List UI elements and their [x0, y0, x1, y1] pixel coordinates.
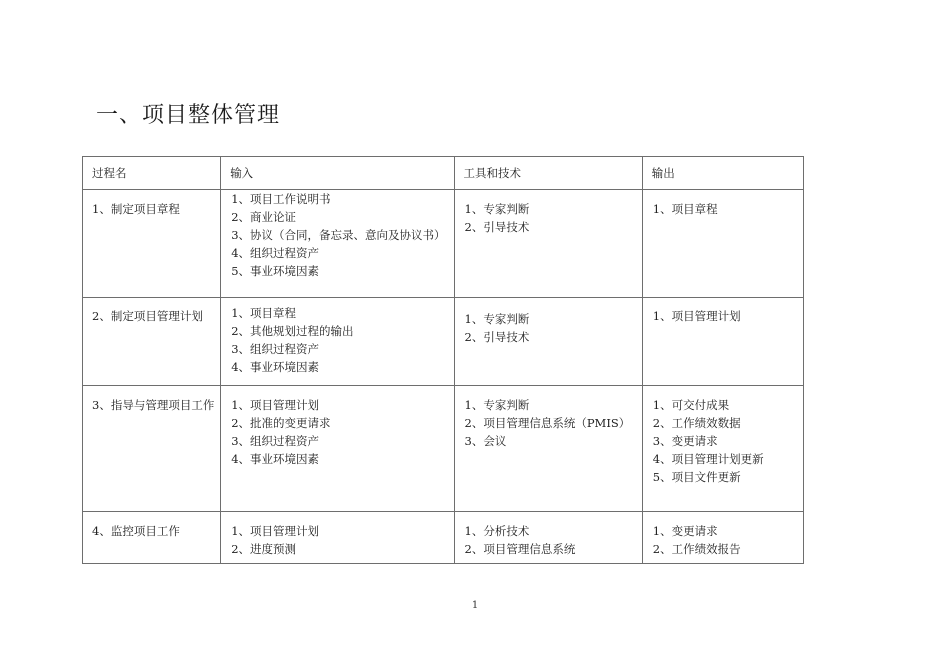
output-item: 5、项目文件更新 [652, 470, 741, 484]
input-cell [221, 298, 454, 386]
tool-item: 1、专家判断 [464, 398, 530, 412]
page-title: 一、项目整体管理 [96, 103, 281, 128]
input-item: 4、事业环境因素 [231, 452, 320, 466]
tool-item: 1、分析技术 [464, 524, 530, 538]
output-list [653, 200, 799, 218]
input-item: 2、进度预测 [231, 542, 297, 556]
input-cell [221, 190, 454, 298]
output-cell [642, 512, 803, 564]
input-list [227, 304, 449, 376]
table-header-row [83, 157, 804, 190]
tool-item: 1、专家判断 [464, 202, 530, 216]
tool-item: 2、引导技术 [464, 330, 530, 344]
tools-cell [454, 190, 642, 298]
tool-item: 1、专家判断 [464, 312, 530, 326]
output-list [653, 307, 799, 325]
output-list [653, 396, 799, 486]
output-item: 1、变更请求 [652, 524, 718, 538]
process-name-cell: 3、指导与管理项目工作 [83, 386, 221, 512]
process-name-cell: 2、制定项目管理计划 [83, 298, 221, 386]
tools-cell [454, 298, 642, 386]
output-item: 2、工作绩效数据 [652, 416, 741, 430]
table-row [83, 512, 804, 564]
header-input: 输入 [221, 157, 454, 190]
tool-item: 2、项目管理信息系统（PMIS） [464, 416, 631, 430]
tools-list [465, 310, 638, 346]
input-list [227, 396, 449, 468]
tools-list [465, 522, 638, 558]
input-item: 3、协议（合同，备忘录、意向及协议书） [231, 228, 446, 242]
output-item: 1、可交付成果 [652, 398, 730, 412]
input-item: 4、事业环境因素 [231, 360, 320, 374]
input-item: 1、项目管理计划 [231, 524, 320, 538]
input-item: 2、批准的变更请求 [231, 416, 331, 430]
table-row [83, 190, 804, 298]
input-cell [221, 386, 454, 512]
page-number: 1 [471, 600, 479, 611]
input-item: 3、组织过程资产 [231, 342, 320, 356]
header-tools: 工具和技术 [454, 157, 642, 190]
table-row [83, 298, 804, 386]
tool-item: 2、项目管理信息系统 [464, 542, 576, 556]
input-list [227, 522, 449, 558]
input-item: 2、商业论证 [231, 210, 297, 224]
tool-item: 3、会议 [464, 434, 507, 448]
input-item: 1、项目工作说明书 [231, 192, 331, 206]
tool-item: 2、引导技术 [464, 220, 530, 234]
input-item: 5、事业环境因素 [231, 264, 320, 278]
tools-list [465, 200, 638, 236]
output-item: 4、项目管理计划更新 [652, 452, 764, 466]
output-item: 1、项目章程 [652, 202, 718, 216]
input-item: 1、项目章程 [231, 306, 297, 320]
tools-cell [454, 512, 642, 564]
process-name-cell: 4、监控项目工作 [83, 512, 221, 564]
output-cell [642, 298, 803, 386]
input-item: 1、项目管理计划 [231, 398, 320, 412]
header-process: 过程名 [83, 157, 221, 190]
input-list [227, 190, 449, 280]
tools-cell [454, 386, 642, 512]
output-item: 1、项目管理计划 [652, 309, 741, 323]
input-item: 3、组织过程资产 [231, 434, 320, 448]
input-cell [221, 512, 454, 564]
output-cell [642, 386, 803, 512]
table-row [83, 386, 804, 512]
output-list [653, 522, 799, 558]
input-item: 4、组织过程资产 [231, 246, 320, 260]
process-name-cell: 1、制定项目章程 [83, 190, 221, 298]
input-item: 2、其他规划过程的输出 [231, 324, 354, 338]
output-item: 2、工作绩效报告 [652, 542, 741, 556]
header-output: 输出 [642, 157, 803, 190]
process-table [82, 156, 804, 564]
tools-list [465, 396, 638, 450]
output-item: 3、变更请求 [652, 434, 718, 448]
output-cell [642, 190, 803, 298]
